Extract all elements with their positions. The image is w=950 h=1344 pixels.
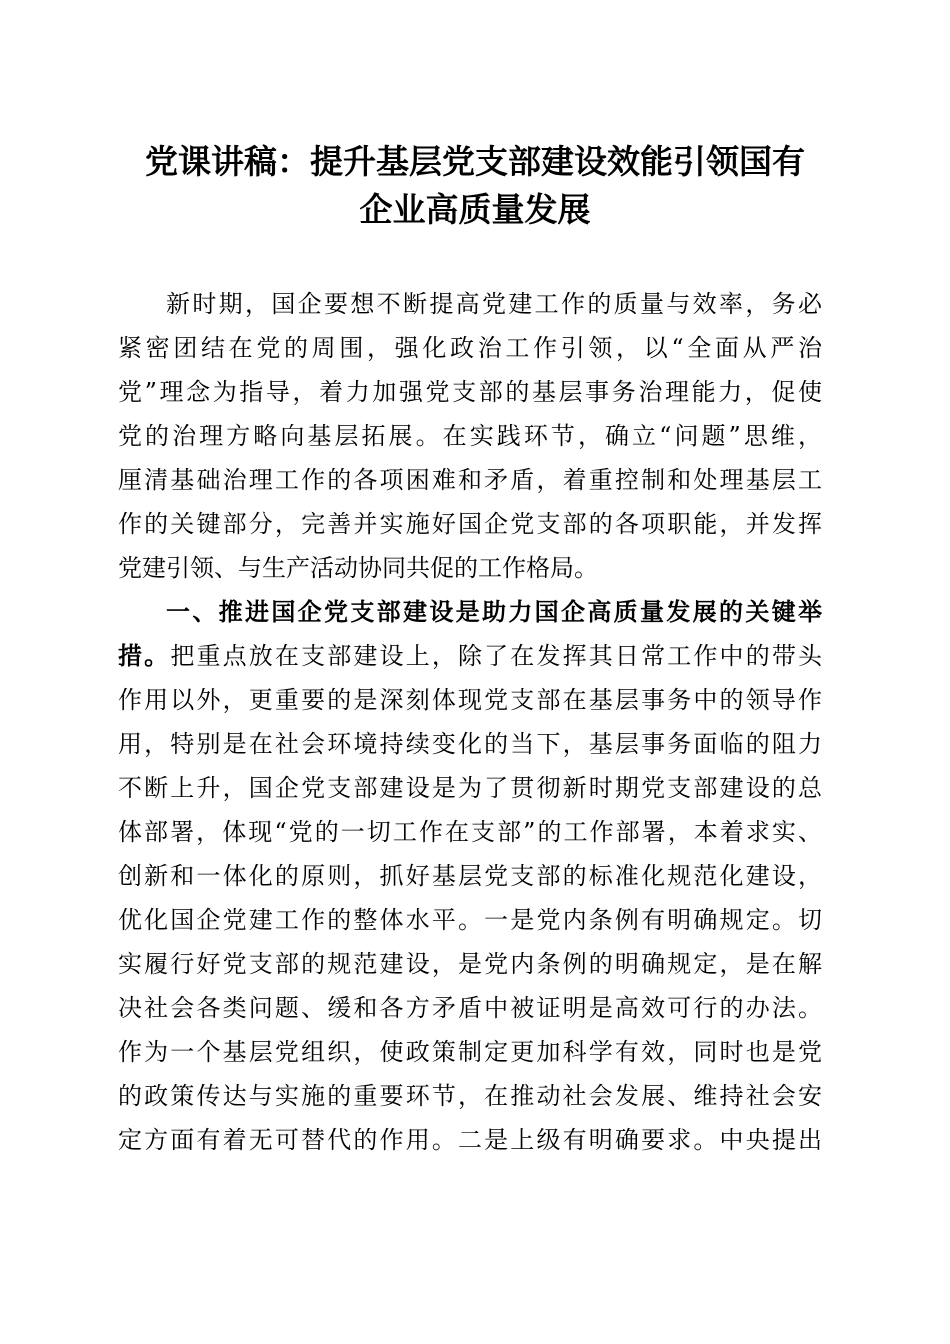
section-heading-tail: 措。 xyxy=(118,641,171,670)
paragraph-2-line: 作为一个基层党组织，使政策制定更加科学有效，同时也是党 xyxy=(118,1038,822,1066)
paragraph-2-line: 决社会各类问题、缓和各方矛盾中被证明是高效可行的办法。 xyxy=(118,994,822,1022)
document-title xyxy=(100,138,850,234)
paragraph-1-line: 新时期，国企要想不断提高党建工作的质量与效率，务必 xyxy=(166,290,822,318)
paragraph-2-line: 定方面有着无可替代的作用。二是上级有明确要求。中央提出 xyxy=(118,1126,822,1154)
paragraph-1-line: 党的治理方略向基层拓展。在实践环节，确立“问题”思维， xyxy=(118,422,822,450)
paragraph-1-line: 厘清基础治理工作的各项困难和矛盾，着重控制和处理基层工 xyxy=(118,466,822,494)
paragraph-2-line: 不断上升，国企党支部建设是为了贯彻新时期党支部建设的总 xyxy=(118,774,822,802)
paragraph-1-line: 党”理念为指导，着力加强党支部的基层事务治理能力，促使 xyxy=(118,378,822,406)
paragraph-1-line: 紧密团结在党的周围，强化政治工作引领，以“全面从严治 xyxy=(118,334,822,362)
paragraph-2-line: 用，特别是在社会环境持续变化的当下，基层事务面临的阻力 xyxy=(118,730,822,758)
paragraph-2-line: 作用以外，更重要的是深刻体现党支部在基层事务中的领导作 xyxy=(118,686,822,714)
paragraph-2-text: 把重点放在支部建设上，除了在发挥其日常工作中的带头 xyxy=(170,642,823,670)
paragraph-2-line: 体部署，体现“党的一切工作在支部”的工作部署，本着求实、 xyxy=(118,818,822,846)
paragraph-1-line: 作的关键部分，完善并实施好国企党支部的各项职能，并发挥 xyxy=(118,510,822,538)
paragraph-1-line: 党建引领、与生产活动协同共促的工作格局。 xyxy=(118,554,598,582)
title-line-2: 企业高质量发展 xyxy=(359,190,591,229)
title-line-1: 党课讲稿：提升基层党支部建设效能引领国有 xyxy=(145,142,805,181)
paragraph-2-line: 创新和一体化的原则，抓好基层党支部的标准化规范化建设， xyxy=(118,862,822,890)
paragraph-2-line: 优化国企党建工作的整体水平。一是党内条例有明确规定。切 xyxy=(118,906,822,934)
paragraph-2-line: 的政策传达与实施的重要环节，在推动社会发展、维持社会安 xyxy=(118,1082,822,1110)
paragraph-2-line xyxy=(118,636,822,676)
paragraph-2-line: 实履行好党支部的规范建设，是党内条例的明确规定，是在解 xyxy=(118,950,822,978)
section-heading: 一、推进国企党支部建设是助力国企高质量发展的关键举 xyxy=(166,597,822,626)
